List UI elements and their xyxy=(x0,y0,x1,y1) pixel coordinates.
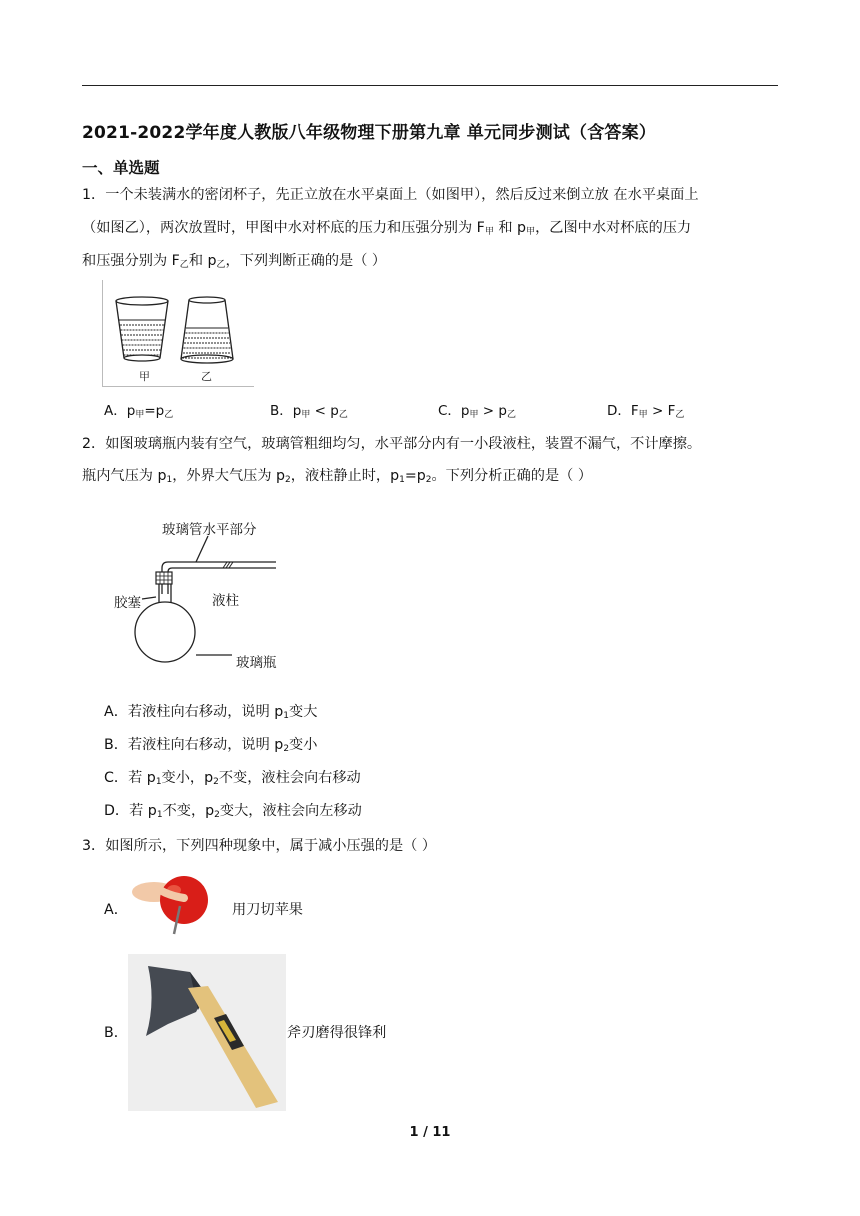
apple-cutting-image xyxy=(130,870,216,938)
q1-option-b[interactable]: B．$p_甲 < p_乙$ xyxy=(270,403,348,420)
q3-line-1: 3．如图所示，下列四种现象中，属于减小压强的是（ ） xyxy=(82,838,437,854)
q2-option-a[interactable]: A．若液柱向右移动，说明 $p_1$变大 xyxy=(104,704,318,721)
q3-option-b-text: 斧刃磨得很锋利 xyxy=(287,1025,387,1041)
fig-label-liquid: 液柱 xyxy=(212,593,239,609)
q1-option-c[interactable]: C．$p_甲 > p_乙$ xyxy=(438,403,516,420)
fig-label-jia: 甲 xyxy=(139,370,150,383)
fig-label-bottle: 玻璃瓶 xyxy=(236,655,277,671)
q3-option-a-prefix[interactable]: A． xyxy=(104,902,128,918)
q2-option-b[interactable]: B．若液柱向右移动，说明 $p_2$变小 xyxy=(104,737,318,754)
q3-option-b-prefix[interactable]: B． xyxy=(104,1025,128,1041)
q1-option-a[interactable]: A．$p_甲=p_乙$ xyxy=(104,403,174,420)
fig-label-plug: 胶塞 xyxy=(114,595,141,611)
glass-bottle xyxy=(135,602,195,662)
header-rule xyxy=(82,85,778,86)
axe-image xyxy=(128,954,286,1111)
page-number: 1 / 11 xyxy=(409,1125,451,1140)
q1-option-d[interactable]: D．$F_甲 > F_乙$ xyxy=(607,403,685,420)
fig-label-yi: 乙 xyxy=(201,370,212,383)
fig-label-tube: 玻璃管水平部分 xyxy=(162,522,257,538)
q1-line-1: 1．一个未装满水的密闭杯子，先正立放在水平桌面上（如图甲），然后反过来倒立放 在水平桌面上 xyxy=(82,187,699,203)
q3-option-a-text: 用刀切苹果 xyxy=(232,902,303,918)
document-title: 2021-2022学年度人教版八年级物理下册第九章 单元同步测试（含答案） xyxy=(82,123,657,143)
liquid-column xyxy=(223,562,233,568)
q2-option-d[interactable]: D．若 $p_1$不变，$p_2$变大，液柱会向左移动 xyxy=(104,803,362,820)
section-heading: 一、单选题 xyxy=(82,159,160,177)
q1-line-3: 和压强分别为 $F_乙$和 $p_乙$，下列判断正确的是（ ） xyxy=(82,253,387,270)
q2-line-1: 2．如图玻璃瓶内装有空气，玻璃管粗细均匀，水平部分内有一小段液柱，装置不漏气，不计摩擦。 xyxy=(82,436,702,452)
cup-upright xyxy=(116,297,168,361)
cups-figure xyxy=(102,280,254,388)
q1-line-2: （如图乙），两次放置时，甲图中水对杯底的压力和压强分别为 $F_甲$ 和 $p_甲$，乙图中水对杯底的压力 xyxy=(82,220,692,237)
q2-line-2: 瓶内气压为 $p_1$，外界大气压为 $p_2$，液柱静止时，$p_1=p_2$。下列分析正确的是（ ） xyxy=(82,468,593,485)
q2-option-c[interactable]: C．若 $p_1$变小，$p_2$不变，液柱会向右移动 xyxy=(104,770,361,787)
